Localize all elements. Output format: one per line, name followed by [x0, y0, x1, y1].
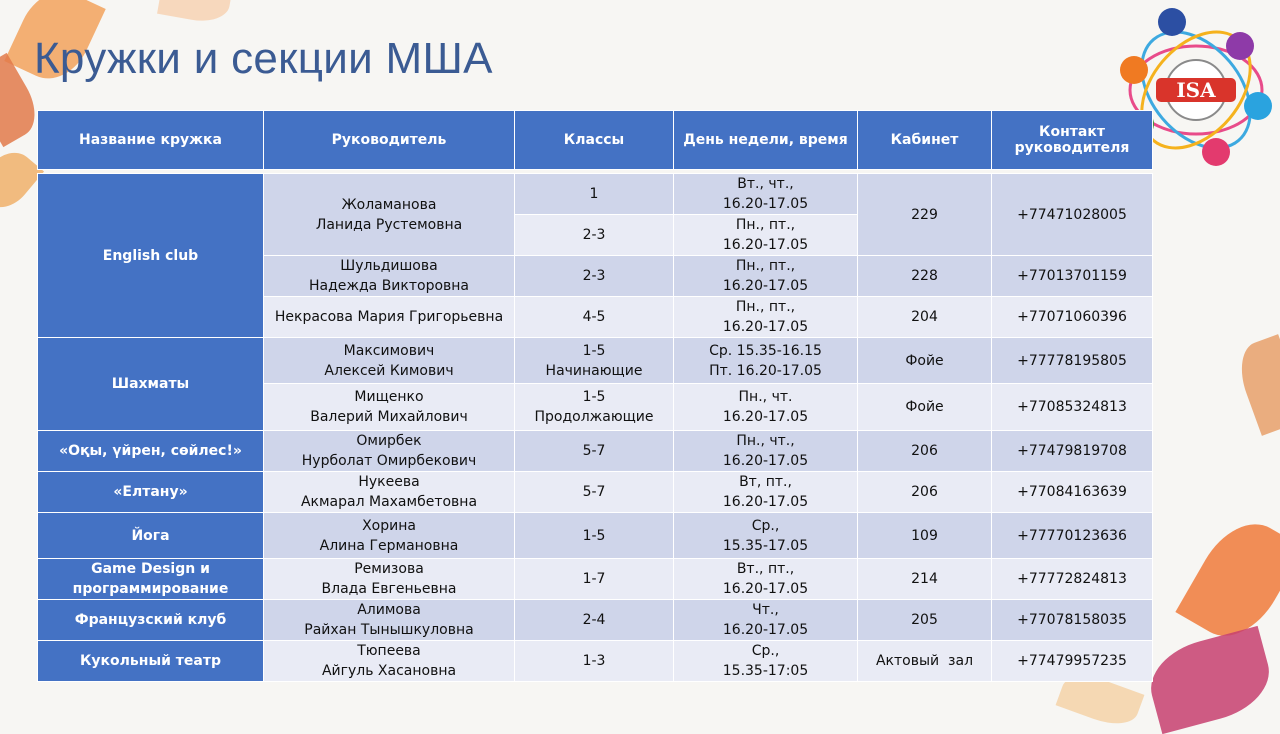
- room-cell: 228: [858, 256, 992, 297]
- room-cell: 205: [858, 600, 992, 641]
- club-name: Йога: [38, 513, 264, 559]
- header-club-name: Название кружка: [38, 111, 264, 170]
- leader-cell: [264, 174, 515, 256]
- schedule-cell: [674, 256, 858, 297]
- schedule-cell: [674, 384, 858, 431]
- header-schedule: День недели, время: [674, 111, 858, 170]
- schedule-line: Ср.,: [751, 517, 780, 534]
- schedule-line: 16.20-17.05: [722, 622, 809, 638]
- schedule-line: 16.20-17.05: [722, 453, 809, 469]
- room-cell: 204: [858, 297, 992, 338]
- decor-leaf-top-center: [157, 0, 233, 26]
- contact-cell: +77772824813: [992, 559, 1153, 600]
- leader-cell: [264, 600, 515, 641]
- leader-line: Хорина: [362, 517, 416, 534]
- grades-cell: 1-3: [515, 641, 674, 682]
- contact-cell: +77471028005: [992, 174, 1153, 256]
- schedule-cell: [674, 513, 858, 559]
- leader-cell: [264, 513, 515, 559]
- schedule-cell: [674, 600, 858, 641]
- schedule-line: Вт, пт.,: [739, 474, 792, 490]
- room-cell: 206: [858, 472, 992, 513]
- club-name: Кукольный театр: [38, 641, 264, 682]
- room-cell: Фойе: [858, 338, 992, 384]
- schedule-line: Вт., чт.,: [737, 176, 794, 192]
- schedule-line: 16.20-17.05: [722, 319, 809, 335]
- leader-cell: [264, 384, 515, 431]
- table-row: [38, 559, 1153, 600]
- decor-leaf-right-bottom: [1175, 508, 1280, 652]
- logo-text: ISA: [1176, 78, 1216, 102]
- leader-line: Шульдишова: [340, 258, 438, 274]
- table-row: [38, 600, 1153, 641]
- schedule-cell: [674, 641, 858, 682]
- contact-cell: +77479957235: [992, 641, 1153, 682]
- contact-cell: +77770123636: [992, 513, 1153, 559]
- grades-cell: 2-3: [515, 256, 674, 297]
- leader-line: Алексей Кимович: [324, 362, 454, 379]
- leader-cell: [264, 431, 515, 472]
- leader-cell: [264, 338, 515, 384]
- schedule-line: Ср. 15.35-16.15: [709, 342, 822, 359]
- page-title: Кружки и секции МША: [34, 34, 493, 83]
- leader-line: Нурболат Омирбекович: [301, 453, 477, 469]
- schedule-line: 16.20-17.05: [722, 581, 809, 597]
- decor-leaf-bottom-right: [1142, 626, 1279, 734]
- leader-line: Мищенко: [354, 389, 424, 405]
- schedule-line: 16.20-17.05: [722, 278, 809, 294]
- leader-line: Ланида Рустемовна: [315, 216, 463, 233]
- table-row: [38, 338, 1153, 384]
- grades-cell: 5-7: [515, 472, 674, 513]
- grades-cell: 2-3: [515, 215, 674, 256]
- schedule-line: Ср.,: [751, 643, 780, 659]
- schedule-cell: [674, 174, 858, 215]
- schedule-line: Пн., пт.,: [735, 217, 796, 233]
- schedule-line: 16.20-17.05: [722, 409, 809, 425]
- leader-line: Влада Евгеньевна: [321, 581, 457, 597]
- leader-line: Максимович: [343, 342, 435, 359]
- header-room: Кабинет: [858, 111, 992, 170]
- leader-line: Надежда Викторовна: [308, 278, 470, 294]
- room-cell: 206: [858, 431, 992, 472]
- contact-cell: +77479819708: [992, 431, 1153, 472]
- schedule-line: Пн., пт.,: [735, 258, 796, 274]
- room-cell: Фойе: [858, 384, 992, 431]
- club-name: English club: [38, 174, 264, 338]
- clubs-table: [37, 110, 1153, 682]
- schedule-line: Чт.,: [752, 602, 779, 618]
- schedule-cell: [674, 472, 858, 513]
- grades-line: Начинающие: [545, 362, 643, 379]
- leader-line: Алина Германовна: [319, 537, 459, 554]
- table-row: [38, 174, 1153, 215]
- contact-cell: +77078158035: [992, 600, 1153, 641]
- leader-line: Валерий Михайлович: [310, 409, 468, 425]
- grades-cell: 2-4: [515, 600, 674, 641]
- club-name: Шахматы: [38, 338, 264, 431]
- club-name: «Оқы, үйрен, сөйлес!»: [38, 431, 264, 472]
- schedule-line: Вт., пт.,: [736, 561, 795, 577]
- schedule-cell: [674, 297, 858, 338]
- schedule-line: 15.35-17.05: [722, 537, 809, 554]
- header-contact: Контакт руководителя: [992, 111, 1153, 170]
- grades-cell: 5-7: [515, 431, 674, 472]
- grades-cell: 1-5: [515, 513, 674, 559]
- grades-line: 1-5: [582, 389, 606, 405]
- room-cell: 214: [858, 559, 992, 600]
- schedule-line: Пн., чт.: [738, 389, 793, 405]
- room-cell: 229: [858, 174, 992, 256]
- leader-line: Ремизова: [354, 561, 424, 577]
- grades-cell: [515, 338, 674, 384]
- table-row: [38, 472, 1153, 513]
- leader-line: Нукеева: [358, 474, 420, 490]
- decor-leaf-right-mid: [1231, 334, 1280, 436]
- schedule-line: 15.35-17:05: [722, 663, 809, 679]
- schedule-line: Пт. 16.20-17.05: [709, 362, 822, 379]
- header-grades: Классы: [515, 111, 674, 170]
- club-name: «Елтану»: [38, 472, 264, 513]
- room-cell: 109: [858, 513, 992, 559]
- leader-line: Омирбек: [356, 433, 422, 449]
- grades-cell: [515, 384, 674, 431]
- contact-cell: +77071060396: [992, 297, 1153, 338]
- room-cell: Актовый зал: [858, 641, 992, 682]
- contact-cell: +77084163639: [992, 472, 1153, 513]
- schedule-line: 16.20-17.05: [722, 494, 809, 510]
- leader-line: Тюпеева: [357, 643, 421, 659]
- schedule-line: 16.20-17.05: [722, 237, 809, 253]
- grades-cell: 1-7: [515, 559, 674, 600]
- leader-cell: [264, 256, 515, 297]
- leader-line: Алимова: [357, 602, 421, 618]
- leader-line: Райхан Тынышкуловна: [304, 622, 474, 638]
- table-row: [38, 641, 1153, 682]
- grades-line: 1-5: [582, 342, 606, 359]
- leader-line: Акмарал Махамбетовна: [300, 494, 478, 510]
- schedule-cell: [674, 338, 858, 384]
- schedule-cell: [674, 431, 858, 472]
- leader-line: Жоламанова: [341, 196, 437, 213]
- table-row: [38, 513, 1153, 559]
- schedule-line: Пн., пт.,: [735, 299, 796, 315]
- grades-line: Продолжающие: [534, 409, 654, 425]
- schedule-cell: [674, 559, 858, 600]
- contact-cell: +77085324813: [992, 384, 1153, 431]
- grades-cell: 4-5: [515, 297, 674, 338]
- leader-cell: [264, 641, 515, 682]
- club-name: Французский клуб: [38, 600, 264, 641]
- leader-line: Айгуль Хасановна: [321, 663, 457, 679]
- contact-cell: +77013701159: [992, 256, 1153, 297]
- leader-cell: [264, 472, 515, 513]
- schedule-line: Пн., чт.,: [736, 433, 795, 449]
- header-leader: Руководитель: [264, 111, 515, 170]
- schedule-line: 16.20-17.05: [722, 196, 809, 212]
- leader-cell: Некрасова Мария Григорьевна: [264, 297, 515, 338]
- leader-cell: [264, 559, 515, 600]
- grades-cell: 1: [515, 174, 674, 215]
- contact-cell: +77778195805: [992, 338, 1153, 384]
- schedule-cell: [674, 215, 858, 256]
- club-name: Game Design и программирование: [38, 559, 264, 600]
- table-header-row: [38, 111, 1153, 170]
- table-row: [38, 431, 1153, 472]
